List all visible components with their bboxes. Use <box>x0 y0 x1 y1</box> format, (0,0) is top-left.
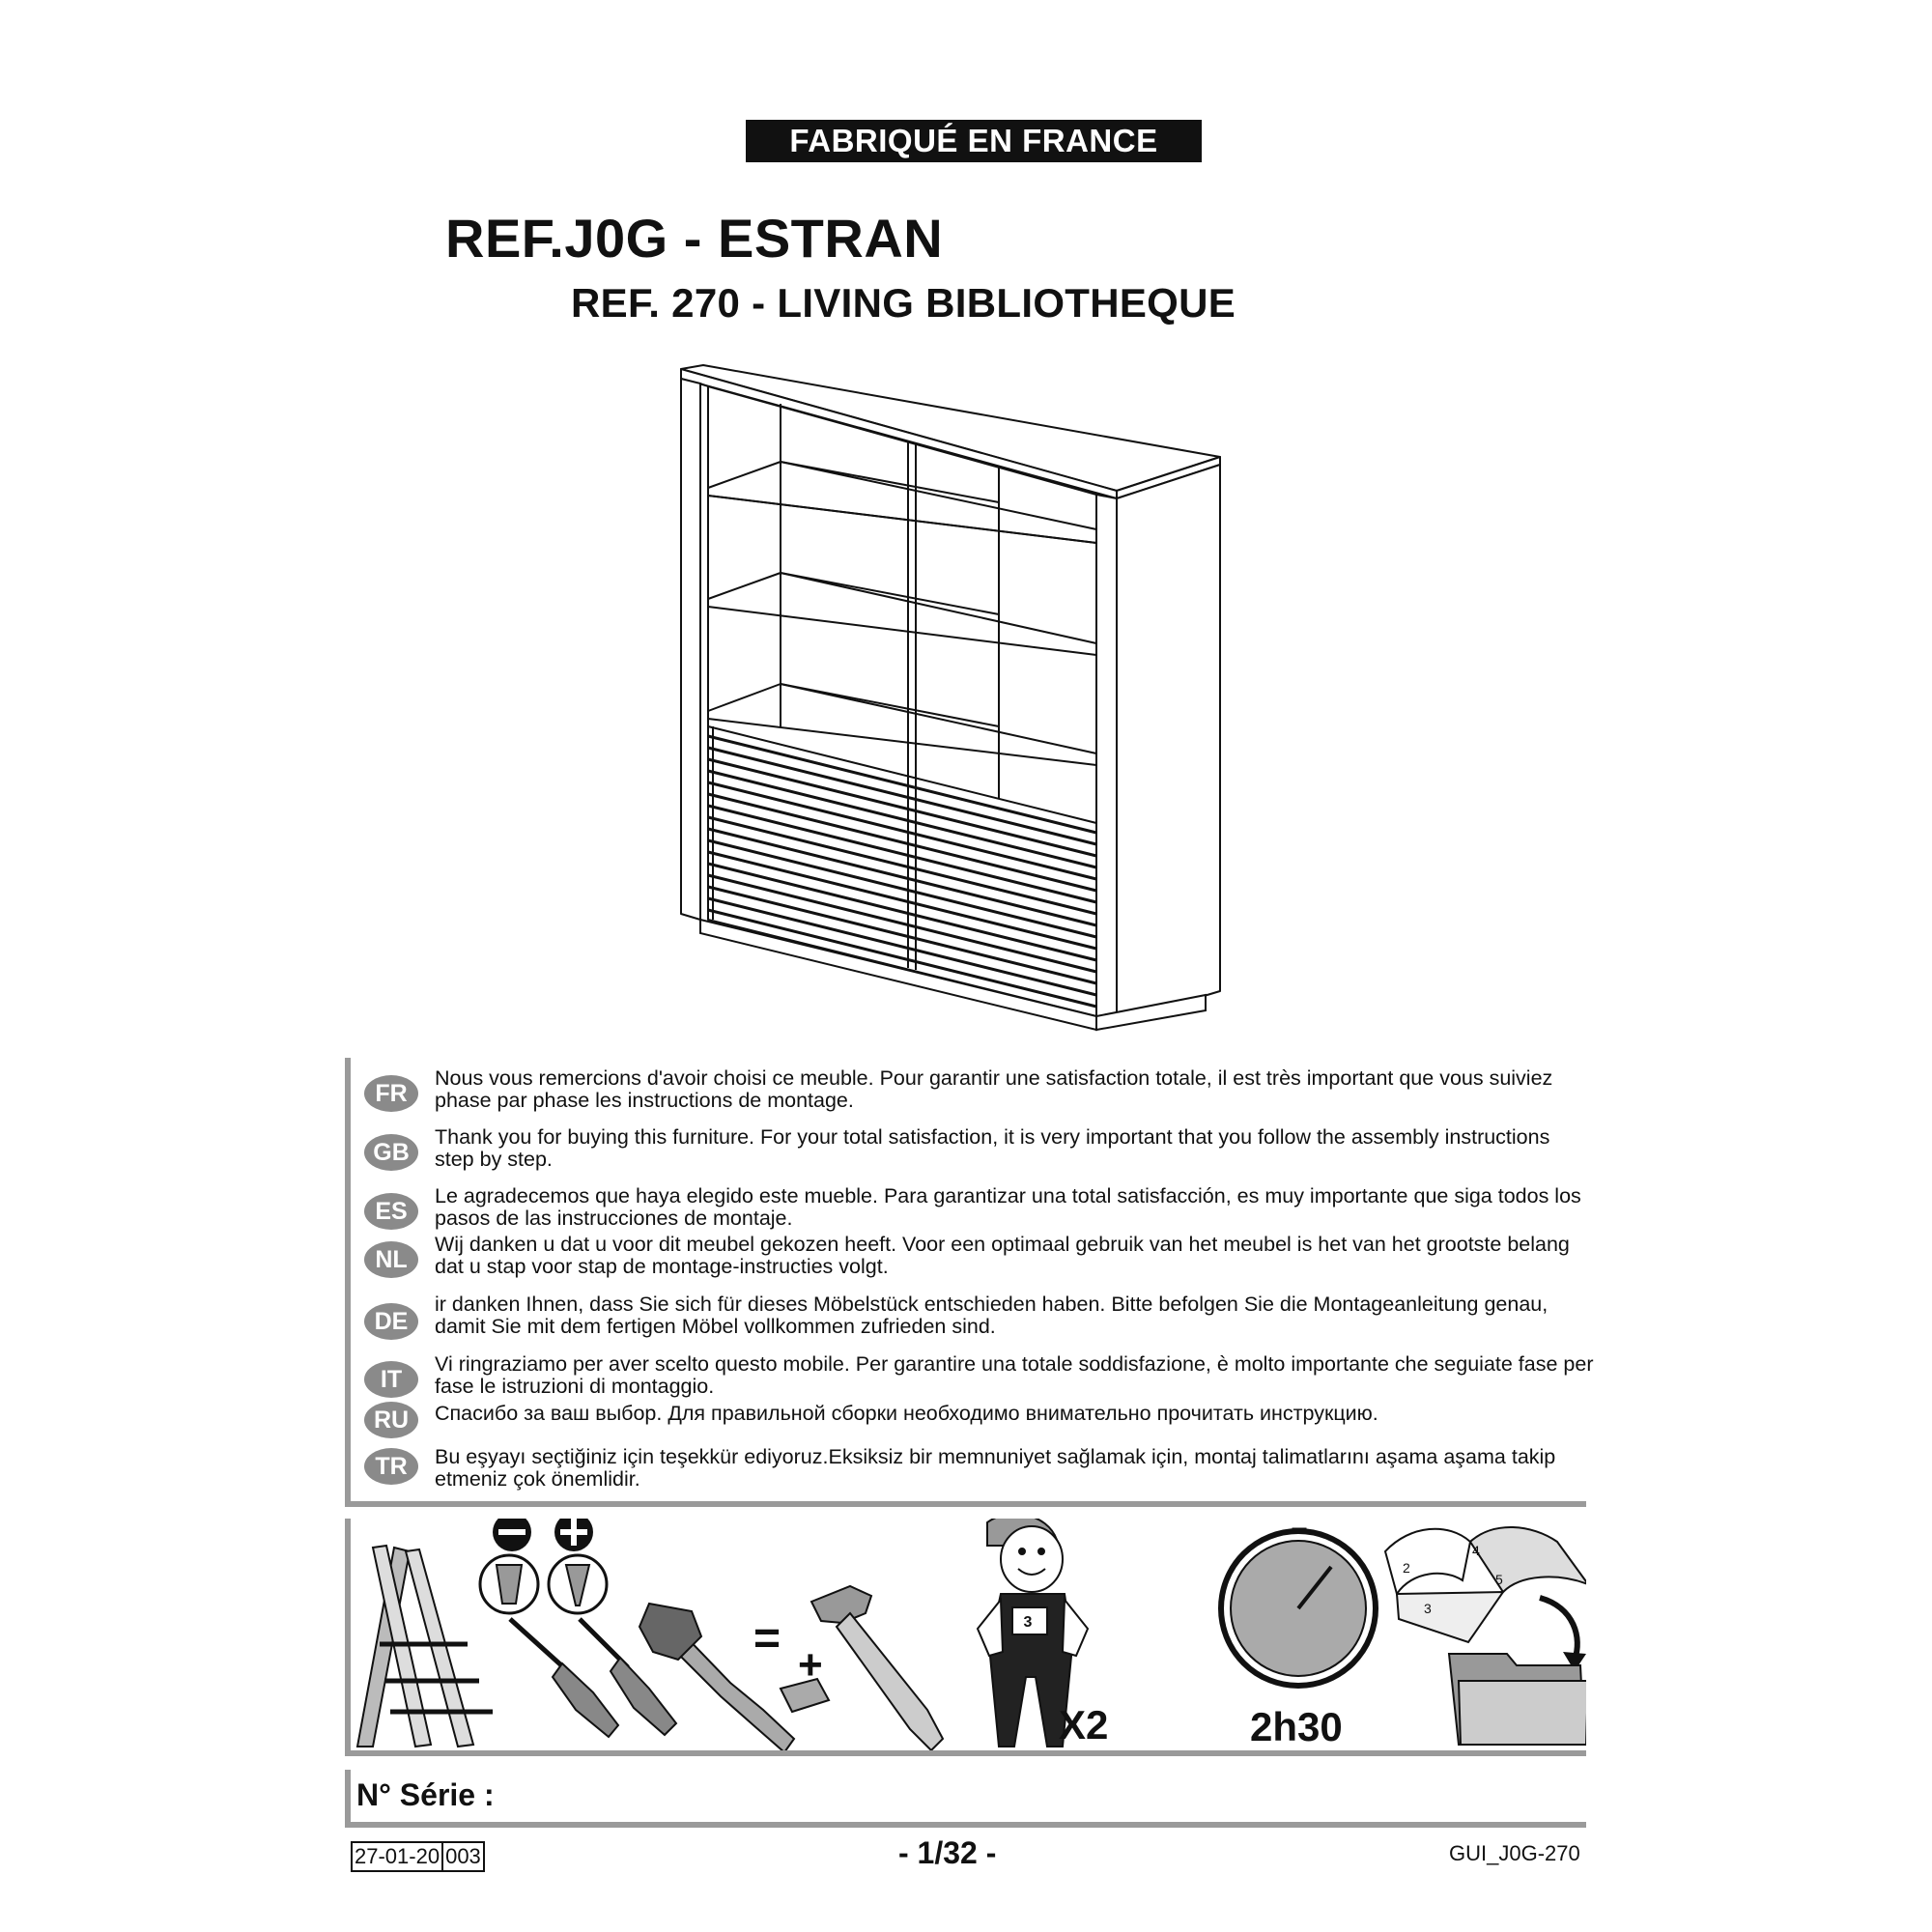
revision-index: 003 <box>441 1843 483 1870</box>
language-badge: GB <box>364 1134 418 1171</box>
plus-symbol-icon <box>554 1519 593 1551</box>
page-number: - 1/32 - <box>898 1835 997 1870</box>
folder-icon <box>1449 1654 1586 1745</box>
document-code: GUI_J0G-270 <box>1449 1841 1580 1865</box>
section-divider <box>345 1058 351 1507</box>
svg-text:+: + <box>798 1641 823 1689</box>
language-badge: IT <box>364 1361 418 1398</box>
tool-label: 2h30 <box>1250 1704 1343 1749</box>
language-text: Thank you for buying this furniture. For your total satisfaction, it is very important that you follow the assembly instructions step by step. <box>435 1125 1550 1171</box>
revision-date: 27-01-20 <box>355 1844 440 1868</box>
stopwatch-icon <box>1221 1528 1376 1686</box>
made-in-france-banner: FABRIQUÉ EN FRANCE <box>746 120 1202 162</box>
serial-number-section <box>345 1770 1586 1828</box>
manual-book-icon <box>1385 1527 1586 1642</box>
flat-screwdriver-icon <box>510 1619 618 1737</box>
minus-symbol-icon <box>493 1519 531 1551</box>
tools-illustration <box>345 1519 1586 1754</box>
arrow-down-icon <box>1540 1598 1577 1660</box>
revision-date-box <box>351 1841 485 1872</box>
tool-label: 5 <box>1495 1572 1503 1587</box>
product-reference-subtitle: REF. 270 - LIVING BIBLIOTHEQUE <box>571 280 1236 326</box>
tool-label: 4 <box>1472 1543 1480 1558</box>
language-text: Wij danken u dat u voor dit meubel gekozen heeft. Voor een optimaal gebruik van het meubel is het van het grootste belang dat u stap voor stap de montage-instructies volgt. <box>435 1233 1570 1278</box>
ladder-icon <box>357 1546 493 1747</box>
language-badge: ES <box>364 1193 418 1230</box>
section-divider <box>345 1750 1586 1756</box>
language-badge: RU <box>364 1402 418 1438</box>
language-text: Bu eşyayı seçtiğiniz için teşekkür ediyoruz.Eksiksiz bir memnuniyet sağlamak için, montaj talimatlarını aşama aşama takip etmeniz çok önemlidir. <box>435 1445 1556 1491</box>
product-reference-title: REF.J0G - ESTRAN <box>445 208 944 269</box>
section-divider <box>345 1501 1586 1507</box>
language-badge: DE <box>364 1303 418 1340</box>
serial-number-label: N° Série : <box>356 1777 495 1812</box>
tool-label: 2 <box>1403 1560 1410 1576</box>
multilingual-thanks-section <box>345 1058 1594 1507</box>
tool-label: 3 <box>1424 1601 1432 1616</box>
section-divider <box>345 1770 351 1826</box>
language-text: Спасибо за ваш выбор. Для правильной сборки необходимо внимательно прочитать инструкцию. <box>435 1402 1378 1425</box>
language-badge: FR <box>364 1075 418 1112</box>
language-text: Le agradecemos que haya elegido este mueble. Para garantizar una total satisfacción, es muy importante que siga todos los pasos de las instrucciones de montaje. <box>435 1184 1581 1230</box>
equals-symbol: = <box>753 1613 781 1664</box>
language-badge: TR <box>364 1448 418 1485</box>
bookcase-illustration <box>667 357 1246 1043</box>
language-text: Nous vous remercions d'avoir choisi ce meuble. Pour garantir une satisfaction totale, il est très important que vous suiviez phase par phase les instructions de montage. <box>435 1066 1553 1112</box>
hammer-and-block-icon <box>781 1586 943 1750</box>
section-divider <box>345 1822 1586 1828</box>
tool-label: X2 <box>1059 1702 1109 1747</box>
tools-requirements-section <box>345 1519 1586 1760</box>
language-text: ir danken Ihnen, dass Sie sich für dieses Möbelstück entschieden haben. Bitte befolgen Sie die Montageanleitung genau, damit Sie mit dem fertigen Möbel vollkommen zufrieden sind. <box>435 1293 1548 1338</box>
language-text: Vi ringraziamo per aver scelto questo mobile. Per garantire una totale soddisfazione, è molto importante che seguiate fase per fase le istruzioni di montaggio. <box>435 1352 1594 1398</box>
language-badge: NL <box>364 1241 418 1278</box>
tool-label: 3 <box>1023 1614 1033 1631</box>
